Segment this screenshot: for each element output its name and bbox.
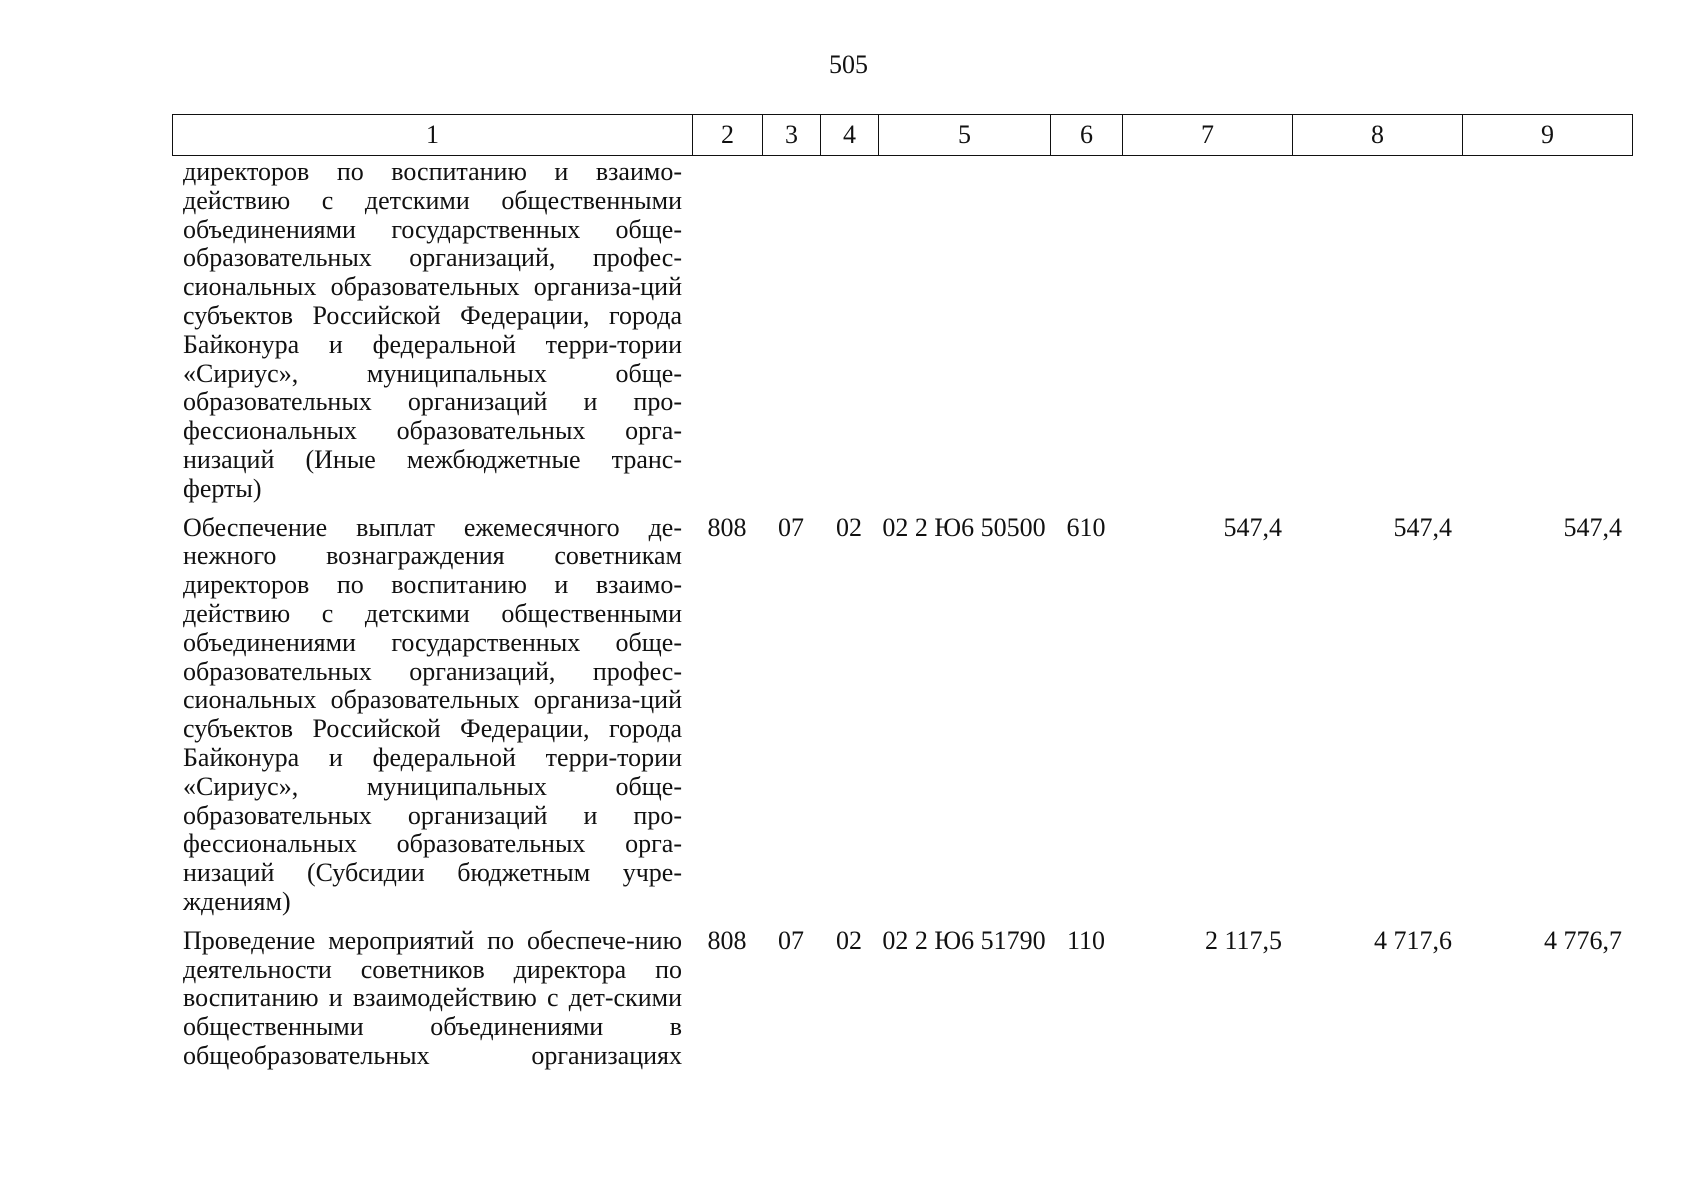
row-col6: 610 (1066, 512, 1106, 542)
header-col-7: 7 (1123, 115, 1293, 156)
page-number: 505 (829, 50, 868, 79)
header-col-9: 9 (1463, 115, 1633, 156)
row-col7 (1122, 158, 1292, 514)
row-col5: 02 2 Ю6 50500 (882, 512, 1046, 542)
row-col9 (1462, 158, 1632, 514)
row-col8: 547,4 (1393, 512, 1452, 542)
table-row (172, 514, 1632, 927)
row-col3 (762, 158, 820, 514)
row-description: Обеспечение выплат ежемесячного де-нежного вознаграждения советникам директоров по воспитанию и взаимо-действию с детскими общественными объединениями государственных обще-образовательных организаций, профес-сиональных образовательных организа-ций субъектов Российской Федерации, города Байконура и федеральной терри-тории «Сириус», муниципальных обще-образовательных организаций и про-фессиональных образовательных орга-низаций (Субсидии бюджетным учре-ждениям) (183, 512, 682, 916)
row-col8: 4 717,6 (1374, 925, 1452, 955)
header-col-1: 1 (173, 115, 693, 156)
table-row (172, 927, 1632, 1071)
header-col-2: 2 (693, 115, 763, 156)
row-col7: 2 117,5 (1204, 925, 1282, 955)
row-col3: 07 (778, 925, 804, 955)
header-col-6: 6 (1051, 115, 1123, 156)
row-col6 (1050, 158, 1122, 514)
row-col2: 808 (707, 512, 747, 542)
row-col2 (692, 158, 762, 514)
table-row (172, 158, 1632, 514)
row-col3: 07 (778, 512, 804, 542)
row-col4: 02 (836, 925, 862, 955)
table-header (172, 114, 1633, 156)
budget-table (172, 158, 1632, 1071)
row-col8 (1292, 158, 1462, 514)
row-col7: 547,4 (1223, 512, 1282, 542)
row-col4 (820, 158, 878, 514)
header-col-3: 3 (763, 115, 821, 156)
row-col9: 4 776,7 (1544, 925, 1622, 955)
row-col6: 110 (1066, 925, 1106, 955)
row-col5: 02 2 Ю6 51790 (882, 925, 1046, 955)
header-col-8: 8 (1293, 115, 1463, 156)
header-col-4: 4 (821, 115, 879, 156)
row-col4: 02 (836, 512, 862, 542)
row-description: Проведение мероприятий по обеспече-нию деятельности советников директора по воспитанию и взаимодействию с дет-скими общественными объединениями в общеобразовательных организациях (183, 925, 682, 1070)
header-col-5: 5 (879, 115, 1051, 156)
row-col5 (878, 158, 1050, 514)
row-col2: 808 (707, 925, 747, 955)
row-col9: 547,4 (1563, 512, 1622, 542)
row-description: директоров по воспитанию и взаимо-действию с детскими общественными объединениями государственных обще-образовательных организаций, профес-сиональных образовательных организа-ций субъектов Российской Федерации, города Байконура и федеральной терри-тории «Сириус», муниципальных обще-образовательных организаций и про-фессиональных образовательных орга-низаций (Иные межбюджетные транс-ферты) (183, 157, 682, 503)
